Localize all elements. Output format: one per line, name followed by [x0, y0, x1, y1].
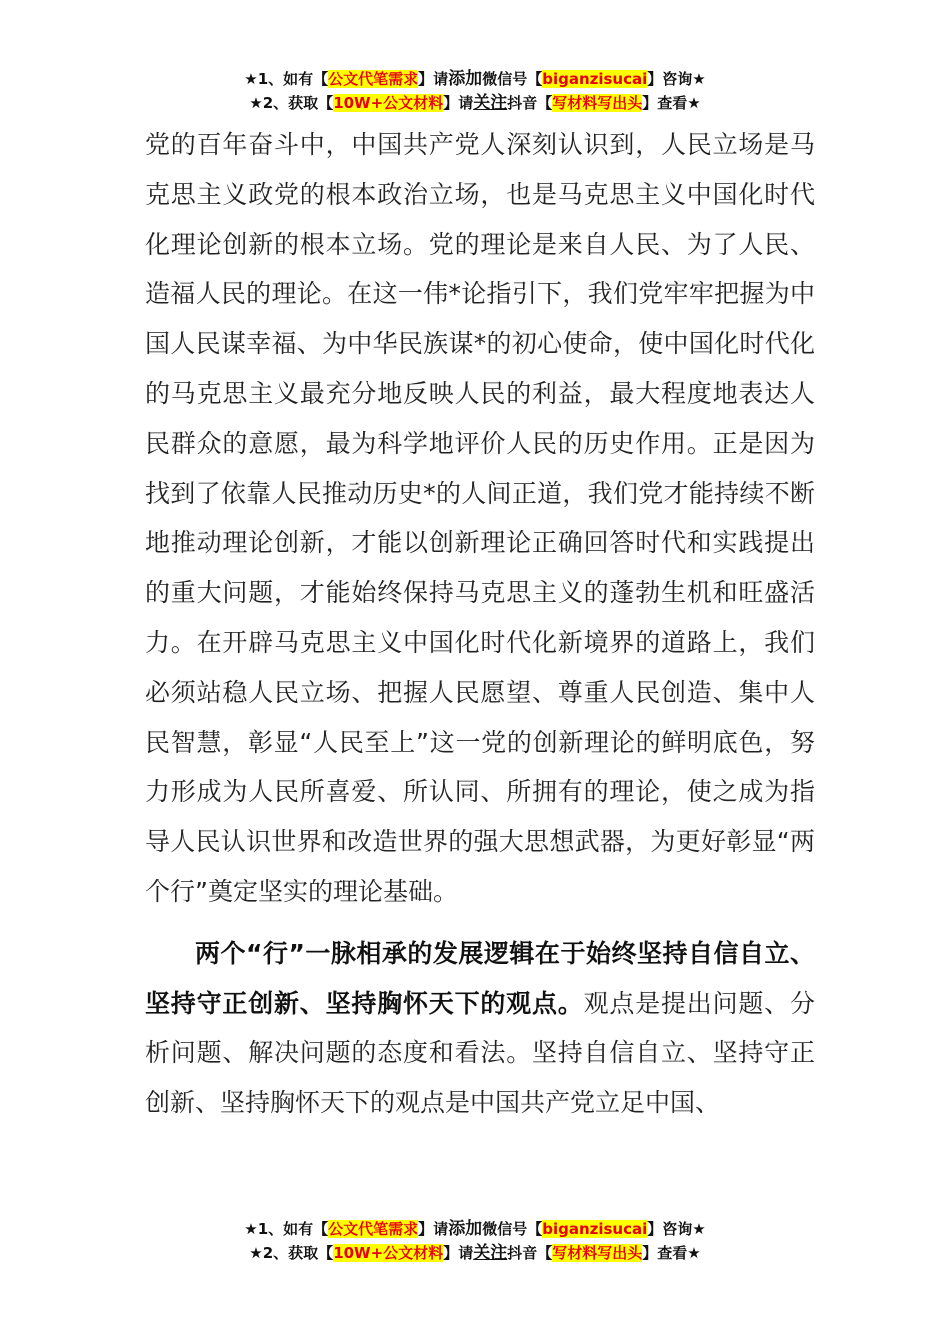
document-body: [145, 120, 815, 1128]
banner-text: ★2、获取【: [249, 1244, 334, 1262]
highlight-materials: 10W+公文材料: [333, 1244, 444, 1262]
banner-text: 】请: [418, 70, 449, 88]
paragraph: [145, 929, 815, 1128]
highlight-douyin-account: 写材料写出头: [552, 1244, 643, 1262]
banner-text: ★2、获取【: [249, 94, 334, 112]
banner-text: ★1、如有【: [244, 70, 329, 88]
paragraph-text: 观点是提出问题、分析问题、解决问题的态度和看法。坚持自信自立、坚持守正创新、坚持胸怀天下的观点是中国共产党立足中国、: [145, 988, 815, 1118]
highlight-service: 公文代笔需求: [328, 1220, 419, 1238]
paragraph: 党的百年奋斗中，中国共产党人深刻认识到，人民立场是马克思主义政党的根本政治立场，也是马克思主义中国化时代化理论创新的根本立场。党的理论是来自人民、为了人民、造福人民的理论。在这一伟*论指引下，我们党牢牢把握为中国人民谋幸福、为中华民族谋*的初心使命，使中国化时代化的马克思主义最充分地反映人民的利益，最大程度地表达人民群众的意愿，最为科学地评价人民的历史作用。正是因为找到了依靠人民推动历史*的人间正道，我们党才能持续不断地推动理论创新，才能以创新理论正确回答时代和实践提出的重大问题，才能始终保持马克思主义的蓬勃生机和旺盛活力。在开辟马克思主义中国化时代化新境界的道路上，我们必须站稳人民立场、把握人民愿望、尊重人民创造、集中人民智慧，彰显“人民至上”这一党的创新理论的鲜明底色，努力形成为人民所喜爱、所认同、所拥有的理论，使之成为指导人民认识世界和改造世界的强大思想武器，为更好彰显“两个行”奠定坚实的理论基础。: [145, 130, 815, 906]
highlight-douyin-account: 写材料写出头: [552, 94, 643, 112]
banner-text: 】请: [418, 1220, 449, 1238]
banner-text: 抖音【: [507, 1244, 553, 1262]
banner-text: ★1、如有【: [244, 1220, 329, 1238]
banner-text: 微信号【: [482, 70, 543, 88]
banner-emphasis: 添加: [448, 69, 483, 89]
banner-text: 】查看★: [642, 94, 701, 112]
banner-text: 】请: [443, 94, 474, 112]
banner-emphasis: 添加: [448, 1219, 483, 1239]
highlight-materials: 10W+公文材料: [333, 94, 444, 112]
highlight-wechat-id: biganzisucai: [542, 1220, 648, 1238]
banner-text: 微信号【: [482, 1220, 543, 1238]
banner-emphasis: 关注: [473, 93, 508, 113]
footer-banner: [0, 1217, 950, 1265]
banner-line-1: [0, 1217, 950, 1241]
banner-text: 抖音【: [507, 94, 553, 112]
highlight-service: 公文代笔需求: [328, 70, 419, 88]
highlight-wechat-id: biganzisucai: [542, 70, 648, 88]
banner-line-1: [0, 67, 950, 91]
banner-text: 】咨询★: [647, 1220, 706, 1238]
banner-emphasis: 关注: [473, 1243, 508, 1263]
banner-text: 】查看★: [642, 1244, 701, 1262]
banner-line-2: [0, 91, 950, 115]
banner-line-2: [0, 1241, 950, 1265]
banner-text: 】请: [443, 1244, 474, 1262]
header-banner: [0, 67, 950, 115]
bold-thesis-sentence: 两个“行”一脉相承的发展逻辑在于始终坚持自信自立、坚持守正创新、坚持胸怀天下的观点。: [145, 938, 815, 1018]
banner-text: 】咨询★: [647, 70, 706, 88]
